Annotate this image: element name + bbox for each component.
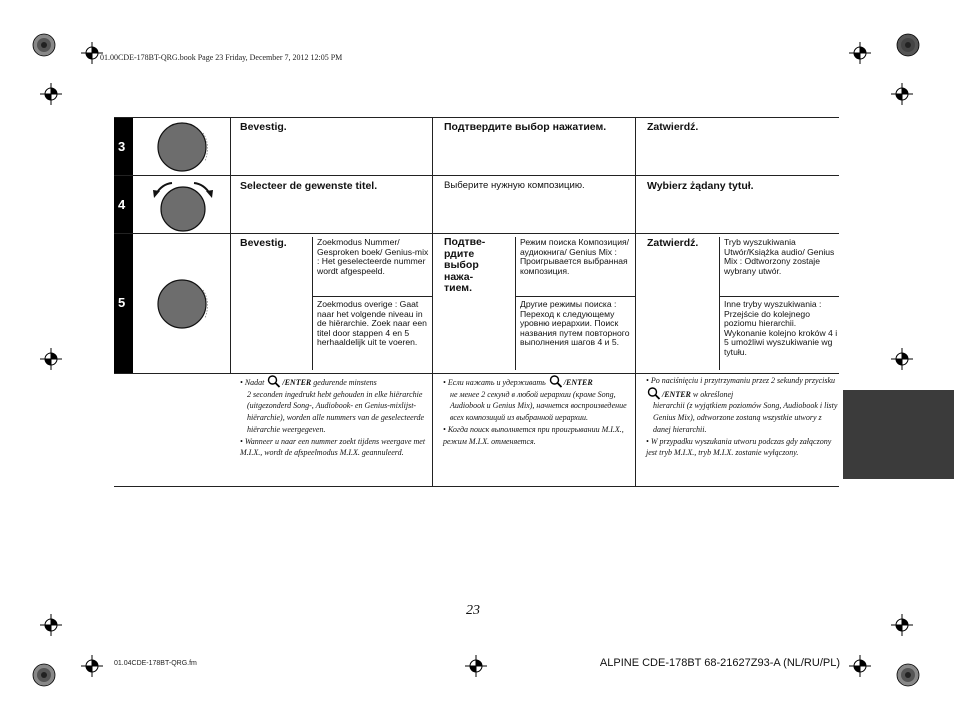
file-info-header: 01.00CDE-178BT-QRG.book Page 23 Friday, December 7, 2012 12:05 PM: [100, 53, 343, 62]
table-rule: [114, 233, 839, 234]
footer-model: ALPINE CDE-178BT 68-21627Z93-A (NL/RU/PL): [599, 657, 840, 669]
step5-ru-mode1: Режим поиска Композиция/аудиокнига/ Genius Mix : Проигрывается выбранная композиция.: [520, 237, 630, 276]
step-number: 5: [118, 295, 126, 310]
sub-rule: [515, 296, 635, 297]
rotary-knob-icon: [150, 178, 216, 233]
step5-pl-mode2: Inne tryby wyszukiwania : Przejście do kolejnego poziomu hierarchii. Wykonanie kolejno kroków 4 i 5 umożliwi wyszukiwanie wg tytułu.: [724, 299, 838, 357]
notes-pl: [646, 375, 839, 459]
page-number: 23: [466, 603, 480, 618]
section-tab: [843, 390, 954, 479]
table-rule: [114, 175, 839, 176]
step3-nl: Bevestig.: [240, 121, 287, 133]
step-number: 3: [118, 139, 126, 154]
step5-nl-mode2: Zoekmodus overige : Gaat naar het volgende niveau in de hiërarchie. Zoek naar een titel door stappen 4 en 5 herhaaldelijk uit te voeren.: [317, 299, 427, 348]
note-text: не менее 2 секунд в любой иерархии (кроме Song, Audiobook и Genius Mix), начнется воспроизведение всех композиций из выбранной иерархии.: [450, 389, 627, 423]
note-bullet: • Когда поиск выполняется при проигрывании M.I.X., режим M.I.X. отменяется.: [443, 424, 624, 446]
registration-mark-icon: [40, 83, 62, 105]
table-divider: [432, 117, 433, 486]
note-bullet: • Wanneer u naar een nummer zoekt tijdens weergave met M.I.X., wordt de afspeelmodus M.I.X. geannuleerd.: [240, 436, 426, 458]
step3-pl: Zatwierdź.: [647, 121, 699, 133]
table-divider: [635, 117, 636, 486]
color-bar-mark-icon: [896, 33, 920, 57]
notes-ru: [443, 375, 631, 447]
color-bar-mark-icon: [896, 663, 920, 687]
registration-mark-icon: [891, 614, 913, 636]
table-rule: [114, 486, 839, 487]
registration-mark-icon: [465, 655, 487, 677]
color-bar-mark-icon: [32, 663, 56, 687]
notes-nl: [240, 375, 428, 459]
step5-ru: Подтве-рдите выбор нажа-тием.: [444, 236, 486, 294]
step5-pl: Zatwierdź.: [647, 237, 699, 249]
registration-mark-icon: [81, 42, 103, 64]
step4-pl: Wybierz żądany tytuł.: [647, 180, 754, 192]
note-text: 2 seconden ingedrukt hebt gehouden in elke hiërarchie (uitgezonderd Song-, Audiobook- en Genius-mixlijst-hiërarchie), worden alle nummers van de geselecteerde hiërarchie weergegeven.: [247, 389, 425, 434]
table-rule: [114, 117, 839, 118]
registration-mark-icon: [81, 655, 103, 677]
note-bullet: • Если нажать и удерживать /ENTER: [443, 375, 631, 389]
table-divider: [230, 117, 231, 373]
registration-mark-icon: [849, 655, 871, 677]
search-magnifier-icon: [549, 375, 563, 388]
search-magnifier-icon: [267, 375, 281, 388]
note-bullet: • Nadat /ENTER gedurende minstens: [240, 375, 428, 389]
color-bar-mark-icon: [32, 33, 56, 57]
sub-rule: [312, 296, 432, 297]
registration-mark-icon: [849, 42, 871, 64]
sub-rule: [719, 296, 839, 297]
step5-pl-mode1: Tryb wyszukiwania Utwór/Książka audio/ Genius Mix : Odtworzony zostaje wybrany utwór.: [724, 237, 835, 276]
press-enter-icon: [155, 278, 217, 330]
registration-mark-icon: [40, 614, 62, 636]
step5-nl: Bevestig.: [240, 237, 287, 249]
registration-mark-icon: [40, 348, 62, 370]
note-bullet: • Po naciśnięciu i przytrzymaniu przez 2 sekundy przycisku /ENTER w określonej: [646, 376, 836, 399]
table-divider: [515, 237, 516, 370]
note-text: hierarchii (z wyjątkiem poziomów Song, Audiobook i listy Genius Mix), odtworzone zostaną wszystkie utwory z danej hierarchii.: [653, 401, 838, 434]
registration-mark-icon: [891, 83, 913, 105]
step-number: 4: [118, 197, 126, 212]
footer-filename: 01.04CDE-178BT-QRG.fm: [114, 660, 197, 667]
table-divider: [312, 237, 313, 370]
press-enter-icon: [155, 121, 217, 173]
table-divider: [719, 237, 720, 370]
search-magnifier-icon: [647, 387, 661, 400]
step4-nl: Selecteer de gewenste titel.: [240, 180, 378, 192]
table-rule: [114, 373, 839, 374]
step5-ru-mode2: Другие режимы поиска : Переход к следующему уровню иерархии. Поиск названия путем повторного выполнения шагов 4 и 5.: [520, 299, 630, 348]
step3-ru: Подтвердите выбор нажатием.: [444, 121, 607, 133]
note-bullet: • W przypadku wyszukania utworu podczas gdy załączony jest tryb M.I.X., tryb M.I.X. zostanie wyłączony.: [646, 436, 832, 458]
step4-ru: Выберите нужную композицию.: [444, 180, 585, 191]
step5-nl-mode1: Zoekmodus Nummer/ Gesproken boek/ Genius-mix : Het geselecteerde nummer wordt afgespeeld.: [317, 237, 429, 276]
registration-mark-icon: [891, 348, 913, 370]
